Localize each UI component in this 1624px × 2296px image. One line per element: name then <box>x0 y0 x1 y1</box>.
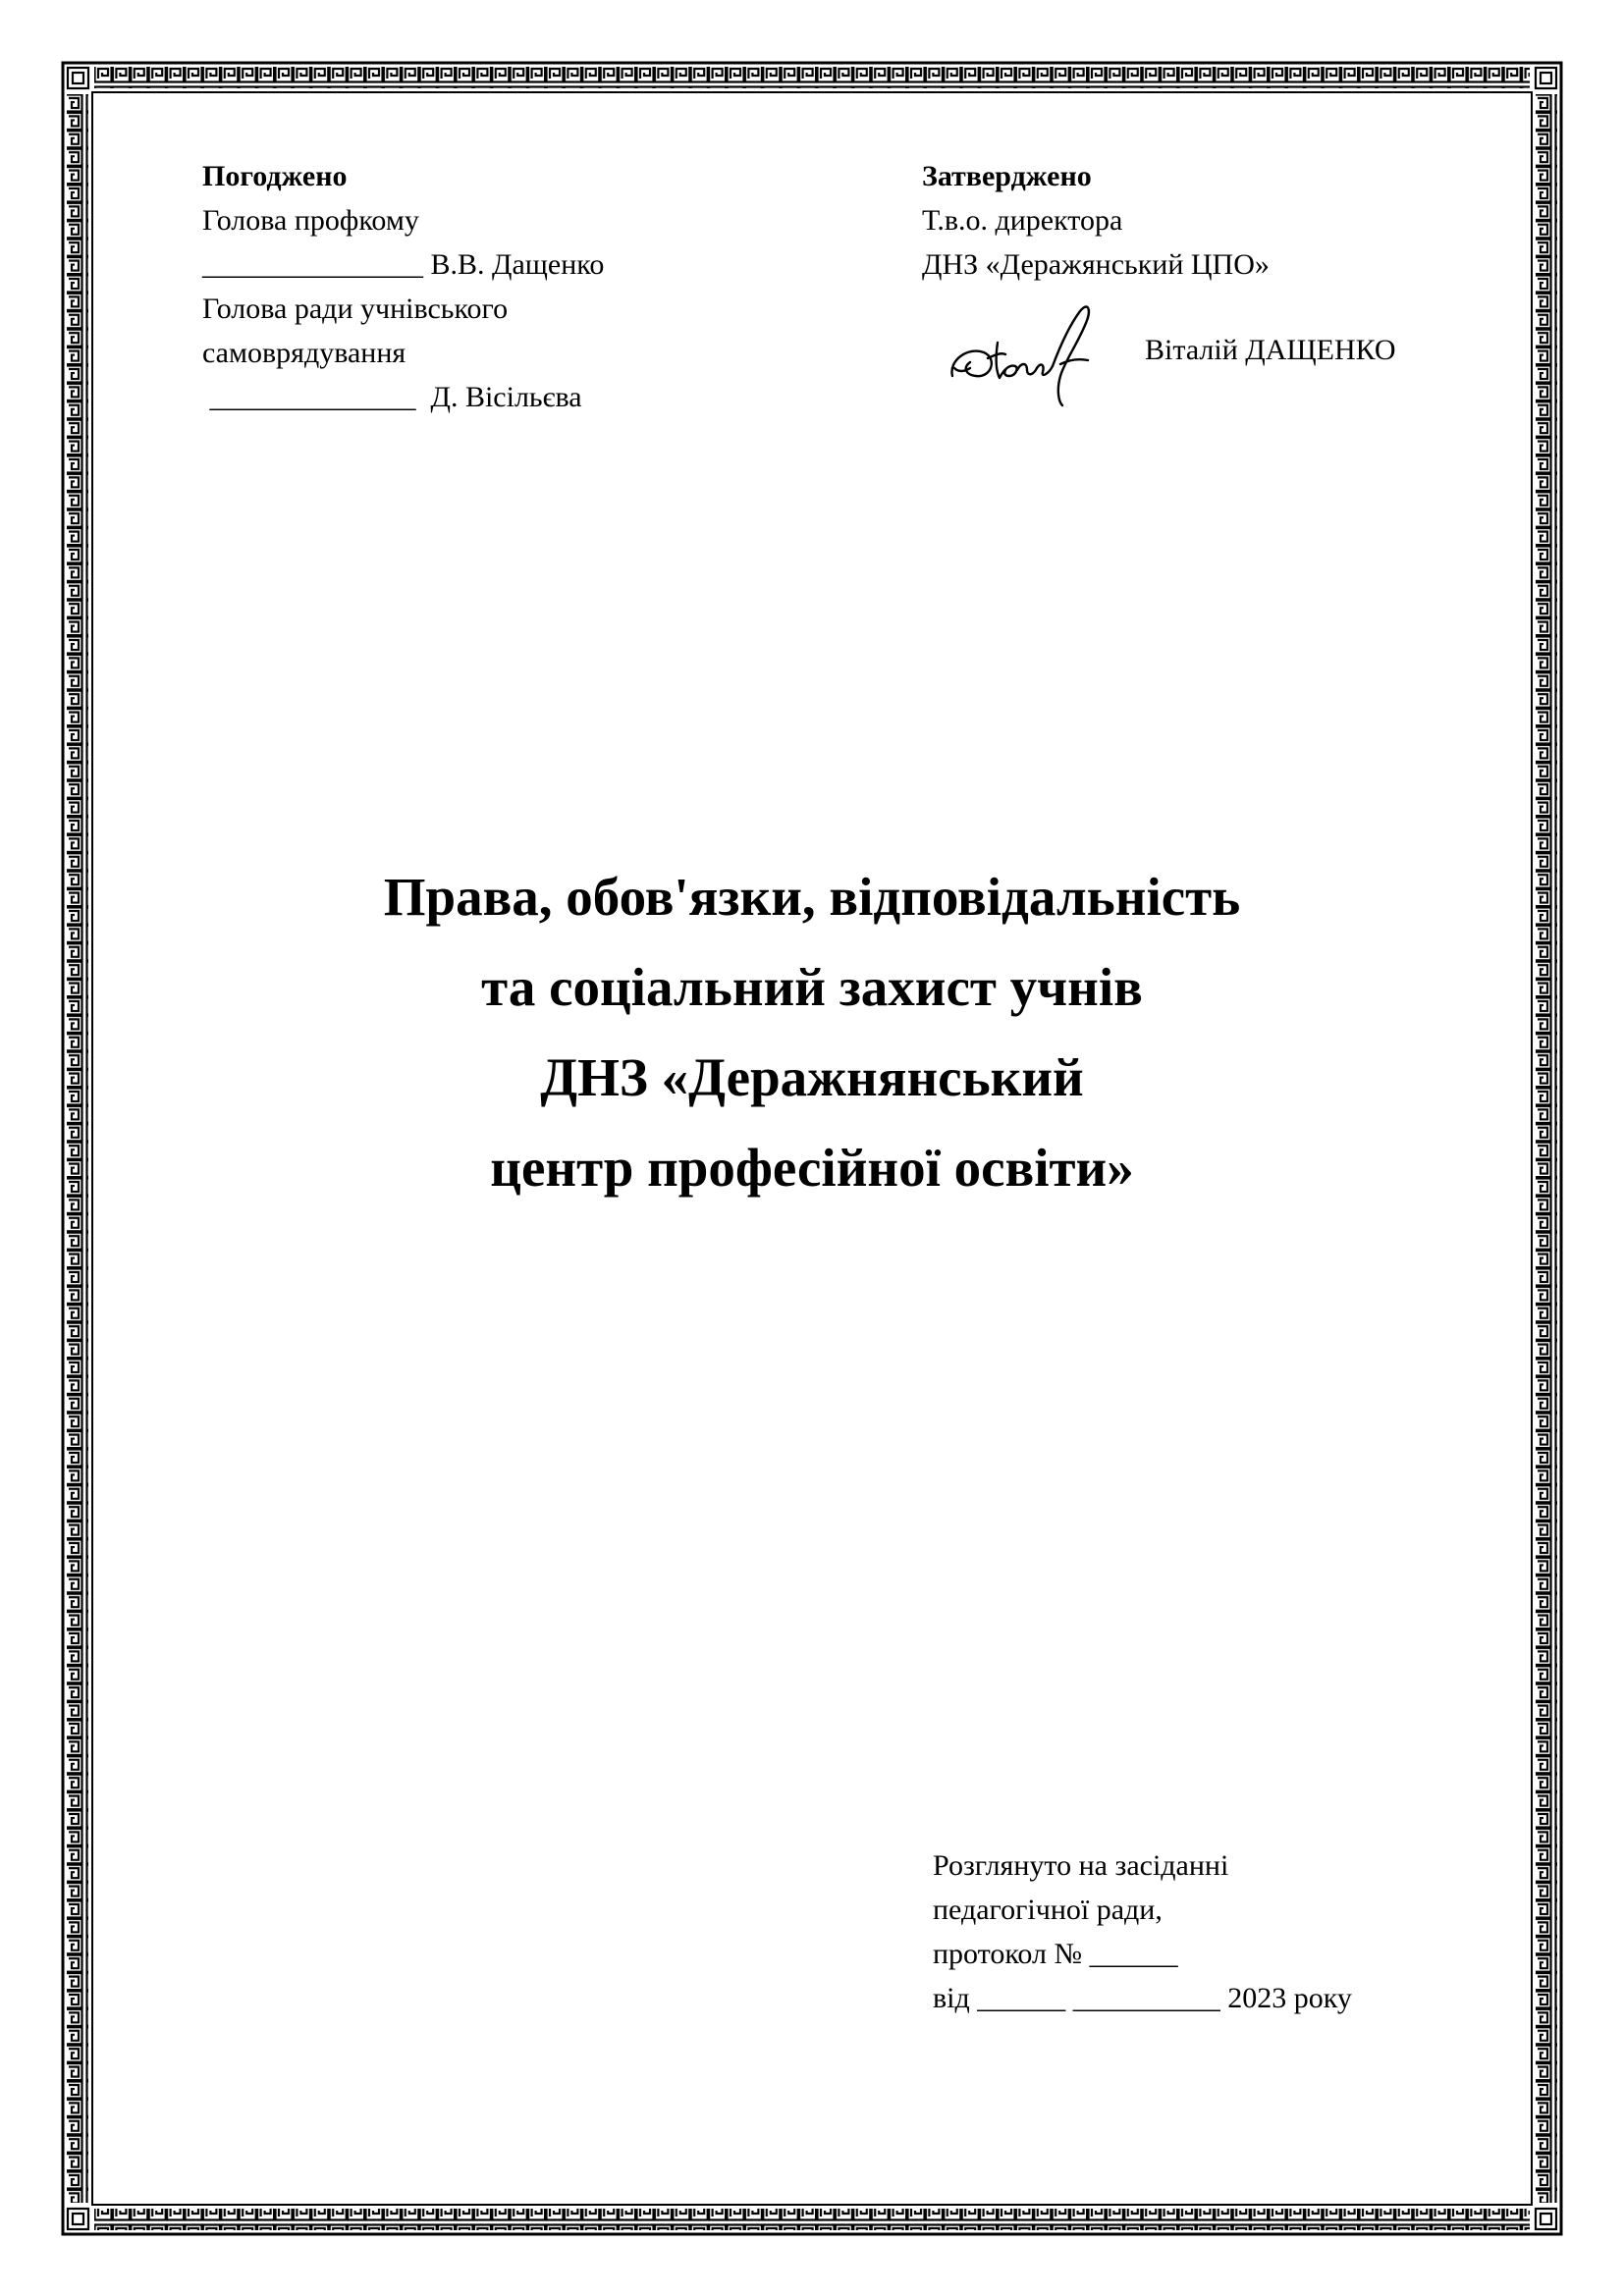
approval-approved-block <box>922 154 1270 287</box>
review-line-4: від ______ __________ 2023 року <box>933 1982 1352 2014</box>
agreed-line-5: ______________ Д. Вісільєва <box>202 381 582 413</box>
director-name: Віталій ДАЩЕНКО <box>1145 334 1396 366</box>
title-line-2: та соціальний захист учнів <box>481 957 1143 1017</box>
title-line-3: ДНЗ «Деражнянський <box>540 1047 1084 1107</box>
agreed-line-2: _______________ В.В. Дащенко <box>202 248 605 281</box>
approved-line-2: ДНЗ «Деражянський ЦПО» <box>922 248 1270 281</box>
title-line-1: Права, обов'язки, відповідальність <box>383 867 1241 927</box>
approved-heading: Затверджено <box>922 160 1092 192</box>
review-line-3: протокол № ______ <box>933 1938 1178 1970</box>
approved-line-1: Т.в.о. директора <box>922 204 1123 237</box>
agreed-line-3: Голова ради учнівського <box>202 293 509 325</box>
review-line-2: педагогічної ради, <box>933 1894 1163 1926</box>
signature-icon <box>945 299 1131 407</box>
agreed-heading: Погоджено <box>202 160 348 192</box>
approval-agreed-block <box>202 154 604 419</box>
document-title <box>0 852 1624 1213</box>
title-line-4: центр професійної освіти» <box>490 1138 1134 1198</box>
agreed-line-4: самоврядування <box>202 337 406 369</box>
agreed-line-1: Голова профкому <box>202 204 419 237</box>
review-block <box>933 1843 1352 2020</box>
review-line-1: Розглянуто на засіданні <box>933 1849 1229 1882</box>
